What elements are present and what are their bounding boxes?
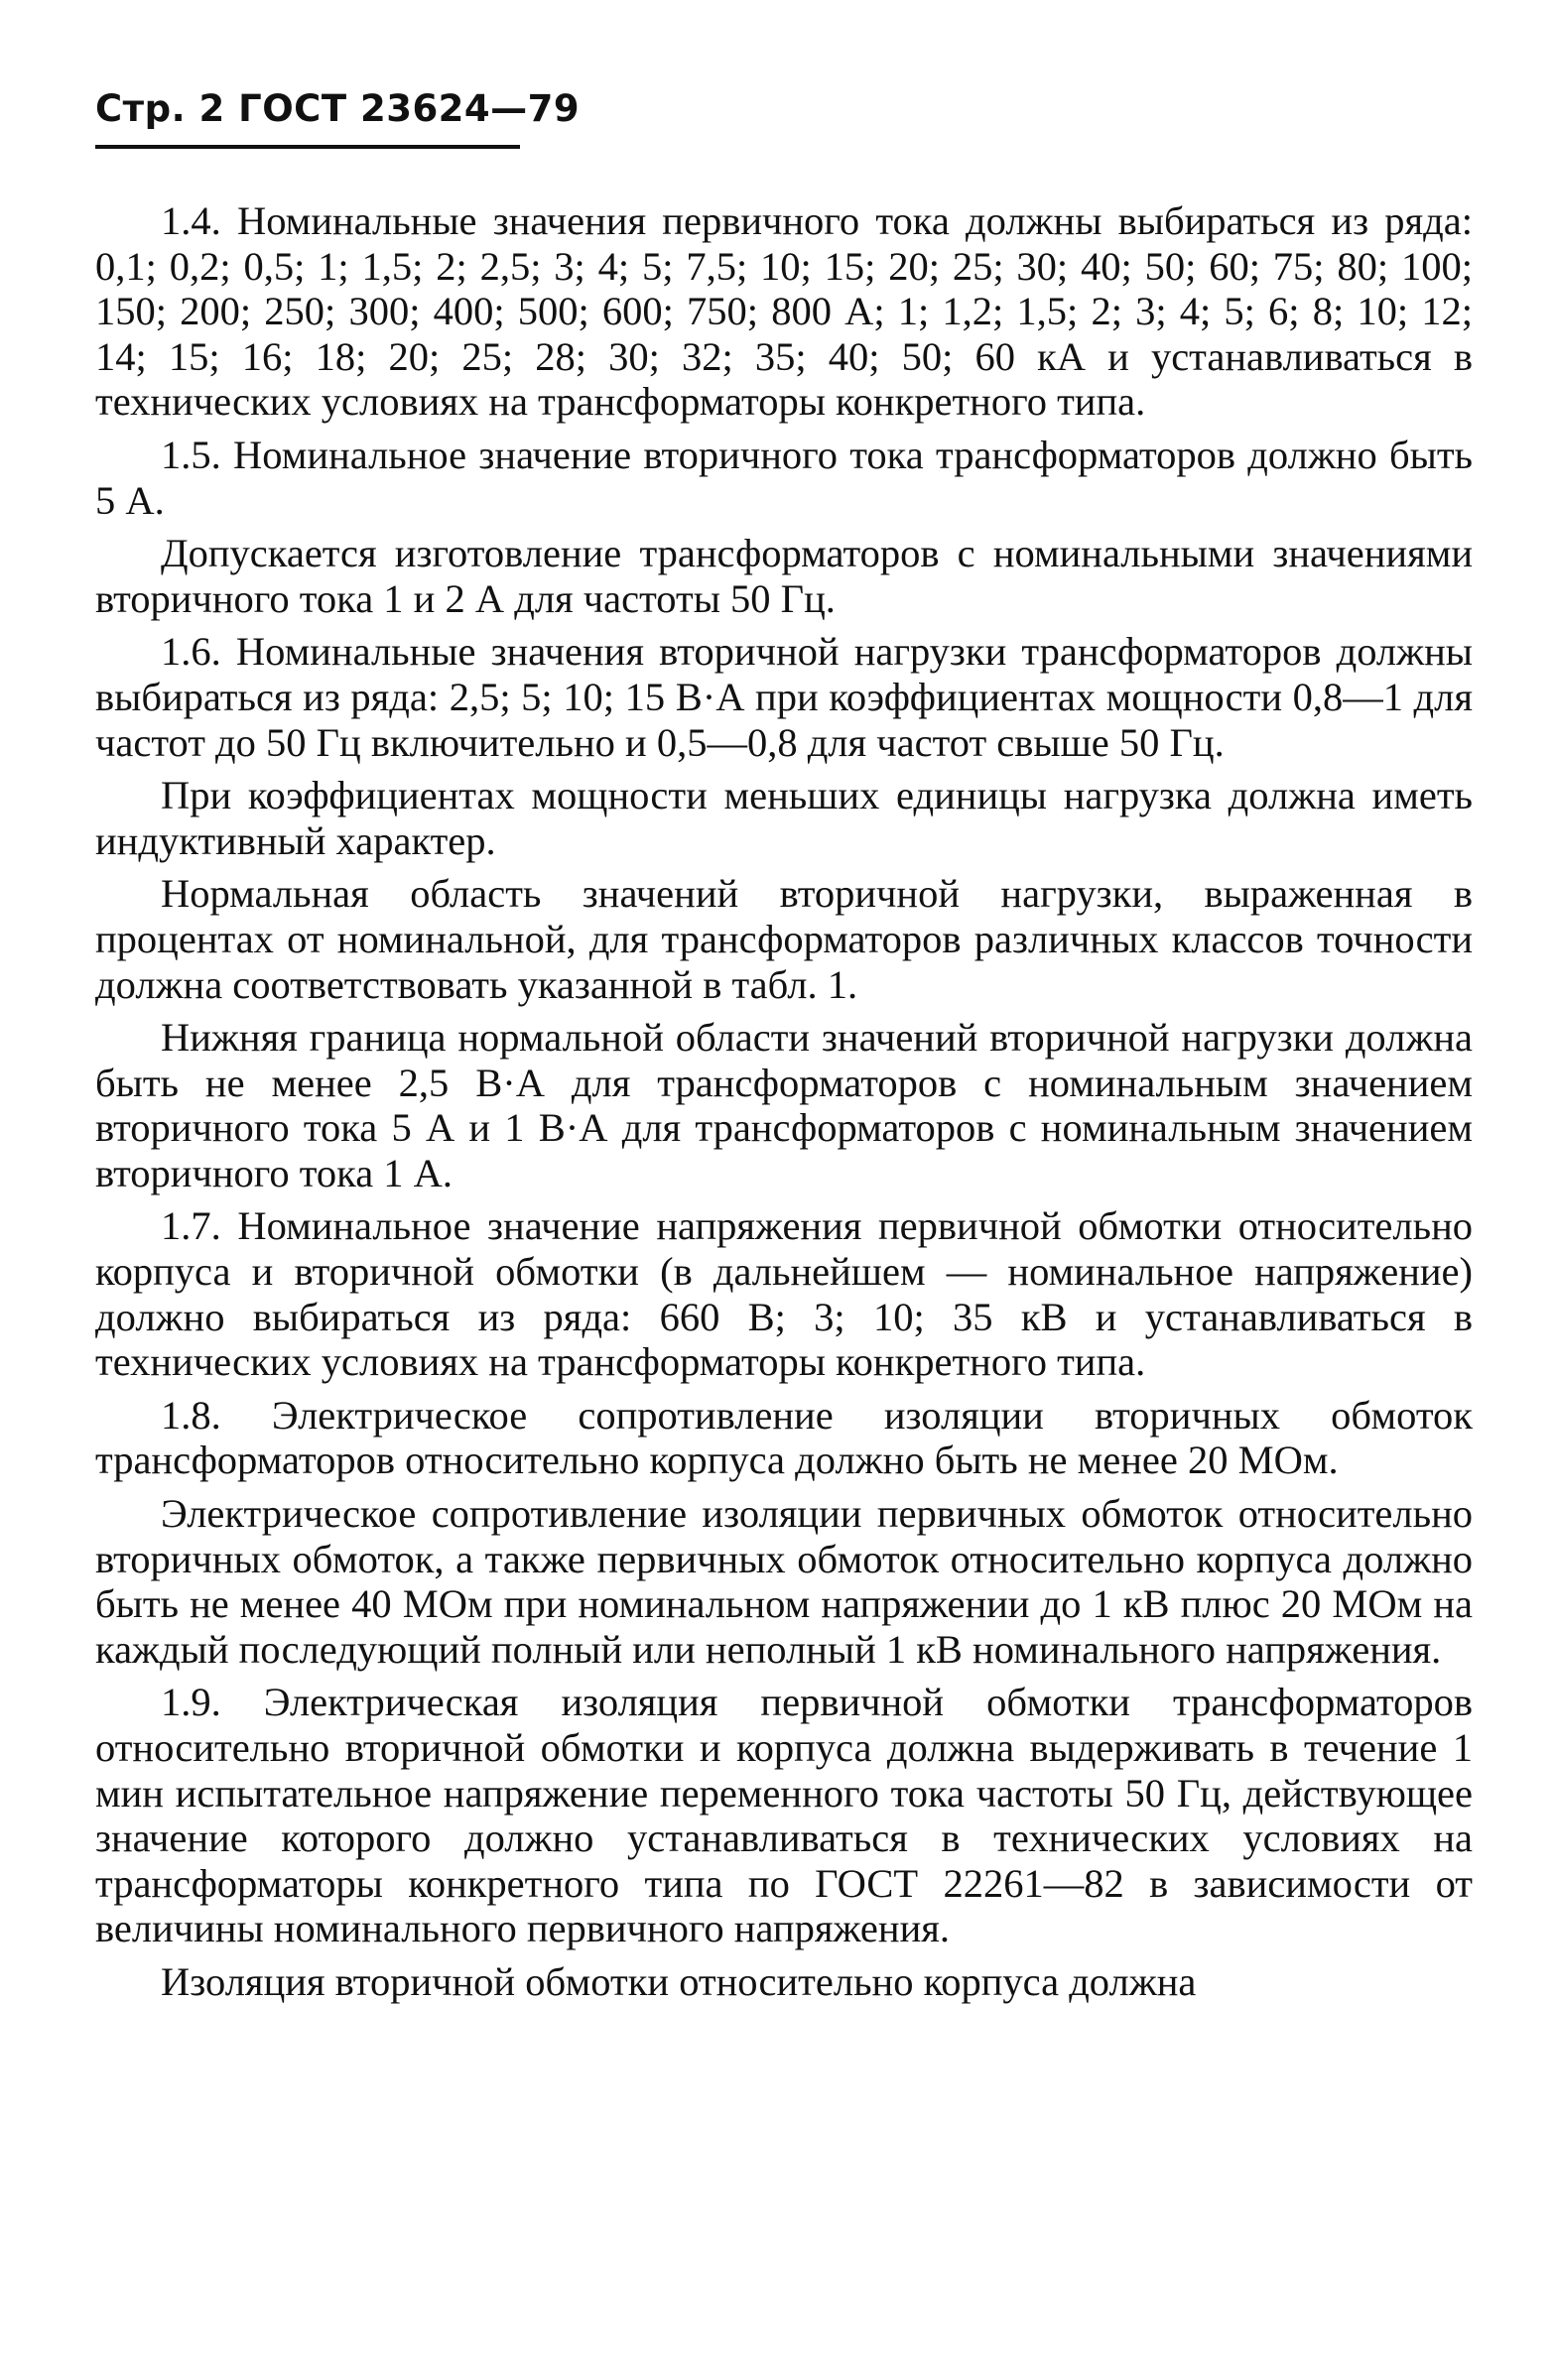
paragraph-1-4: 1.4. Номинальные значения первичного тока должны выбираться из ряда: 0,1; 0,2; 0,5; 1; 1,5; 2; 2,5; 3; 4; 5; 7,5; 10; 15; 20; 25; 30; 40; 50; 60; 75; 80; 100; 150; 200; 250; 300; 400; 500; 600; 750; 800 А; 1; 1,2; 1,5; 2; 3; 4; 5; 6; 8; 10; 12; 14; 15; 16; 18; 20; 25; 28; 30; 32; 35; 40; 50; 60 кА и устанавливаться в технических условиях на трансформаторы конкретного типа. [95, 198, 1473, 425]
paragraph-1-6-lower-bound: Нижняя граница нормальной области значений вторичной нагрузки должна быть не менее 2,5 В·А для трансформаторов с номинальным значением вторичного тока 5 А и 1 В·А для трансформаторов с номинальным значением вторичного тока 1 А. [95, 1015, 1473, 1195]
paragraph-1-6-normal-range: Нормальная область значений вторичной нагрузки, выраженная в процентах от номинальной, для трансформаторов различных классов точности должна соответствовать указанной в табл. 1. [95, 871, 1473, 1007]
page-header: Стр. 2 ГОСТ 23624—79 [95, 87, 581, 130]
paragraph-1-8: 1.8. Электрическое сопротивление изоляции вторичных обмоток трансформаторов относительно корпуса должно быть не менее 20 МОм. [95, 1392, 1473, 1483]
paragraph-1-6: 1.6. Номинальные значения вторичной нагрузки трансформаторов должны выбираться из ряда: 2,5; 5; 10; 15 В·А при коэффициентах мощности 0,8—1 для частот до 50 Гц включительно и 0,5—0,8 для частот свыше 50 Гц. [95, 629, 1473, 765]
paragraph-1-9-secondary-insulation: Изоляция вторичной обмотки относительно корпуса должна [161, 1958, 1197, 2004]
paragraph-1-5: 1.5. Номинальное значение вторичного тока трансформаторов должно быть 5 А. [95, 432, 1473, 523]
body-text [95, 198, 1473, 2005]
paragraph-1-5-tolerance: Допускается изготовление трансформаторов с номинальными значениями вторичного тока 1 и 2 А для частоты 50 Гц. [95, 531, 1473, 621]
paragraph-1-6-power-factor: При коэффициентах мощности меньших единицы нагрузка должна иметь индуктивный характер. [95, 773, 1473, 863]
paragraph-1-8-primary-insulation: Электрическое сопротивление изоляции первичных обмоток относительно вторичных обмоток, а также первичных обмоток относительно корпуса должно быть не менее 40 МОм при номинальном напряжении до 1 кВ плюс 20 МОм на каждый последующий полный или неполный 1 кВ номинального напряжения. [95, 1491, 1473, 1672]
header-rule [95, 145, 520, 149]
paragraph-1-7: 1.7. Номинальное значение напряжения первичной обмотки относительно корпуса и вторичной обмотки (в дальнейшем — номинальное напряжение) должно выбираться из ряда: 660 В; 3; 10; 35 кВ и устанавливаться в технических условиях на трансформаторы конкретного типа. [95, 1203, 1473, 1385]
paragraph-1-9: 1.9. Электрическая изоляция первичной обмотки трансформаторов относительно вторичной обмотки и корпуса должна выдерживать в течение 1 мин испытательное напряжение переменного тока частоты 50 Гц, действующее значение которого должно устанавливаться в технических условиях на трансформаторы конкретного типа по ГОСТ 22261—82 в зависимости от величины номинального первичного напряжения. [95, 1680, 1473, 1951]
